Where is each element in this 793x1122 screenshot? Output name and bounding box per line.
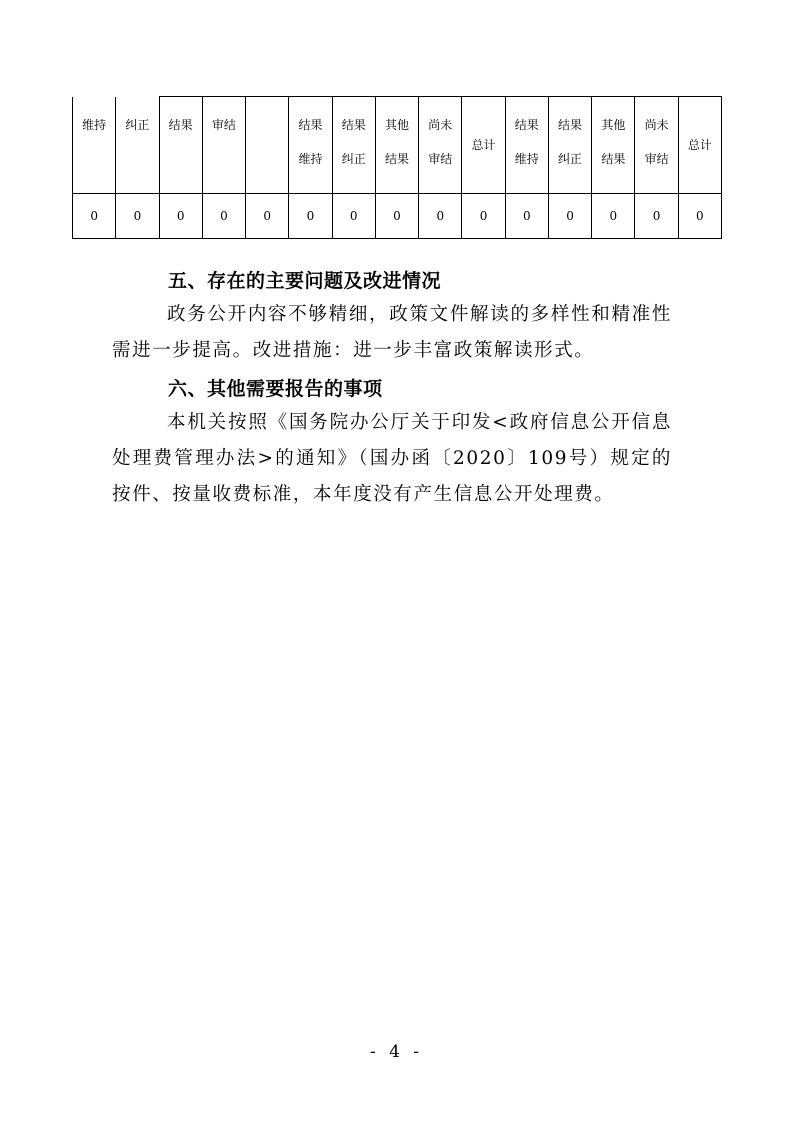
- value-cell: 0: [635, 194, 678, 239]
- header-cell: 维持: [73, 97, 116, 194]
- table-header-row: [73, 97, 722, 194]
- header-cell: 其他 结果: [592, 97, 635, 194]
- section-five-body: 政务公开内容不够精细，政策文件解读的多样性和精准性需进一步提高。改进措施：进一步丰富政策解读形式。: [112, 304, 672, 361]
- value-cell: 0: [159, 194, 202, 239]
- value-cell: 0: [375, 194, 418, 239]
- section-six-body: 本机关按照《国务院办公厅关于印发<政府信息公开信息处理费管理办法>的通知》（国办函〔2020〕109号）规定的按件、按量收费标准，本年度没有产生信息公开处理费。: [112, 412, 672, 505]
- header-cell: 总计: [678, 97, 721, 194]
- value-cell: 0: [289, 194, 332, 239]
- value-cell: 0: [462, 194, 505, 239]
- value-cell: 0: [505, 194, 548, 239]
- header-cell: [246, 97, 289, 194]
- header-cell: 结果 纠正: [332, 97, 375, 194]
- header-cell: 结果 维持: [505, 97, 548, 194]
- header-cell: 结果 纠正: [548, 97, 591, 194]
- header-cell: 结果: [159, 97, 202, 194]
- value-cell: 0: [116, 194, 159, 239]
- value-cell: 0: [419, 194, 462, 239]
- value-cell: 0: [246, 194, 289, 239]
- statistics-table: [72, 96, 722, 239]
- header-cell: 其他 结果: [375, 97, 418, 194]
- value-cell: 0: [548, 194, 591, 239]
- page-number: - 4 -: [369, 1042, 424, 1062]
- header-cell: 审结: [202, 97, 245, 194]
- value-cell: 0: [73, 194, 116, 239]
- value-cell: 0: [332, 194, 375, 239]
- header-cell: 总计: [462, 97, 505, 194]
- value-cell: 0: [202, 194, 245, 239]
- section-six-heading: 六、其他需要报告的事项: [168, 378, 383, 400]
- value-cell: 0: [678, 194, 721, 239]
- header-cell: 尚未 审结: [635, 97, 678, 194]
- header-cell: 纠正: [116, 97, 159, 194]
- value-cell: 0: [592, 194, 635, 239]
- table-row: [73, 194, 722, 239]
- header-cell: 尚未 审结: [419, 97, 462, 194]
- header-cell: 结果 维持: [289, 97, 332, 194]
- section-five-heading: 五、存在的主要问题及改进情况: [168, 270, 442, 292]
